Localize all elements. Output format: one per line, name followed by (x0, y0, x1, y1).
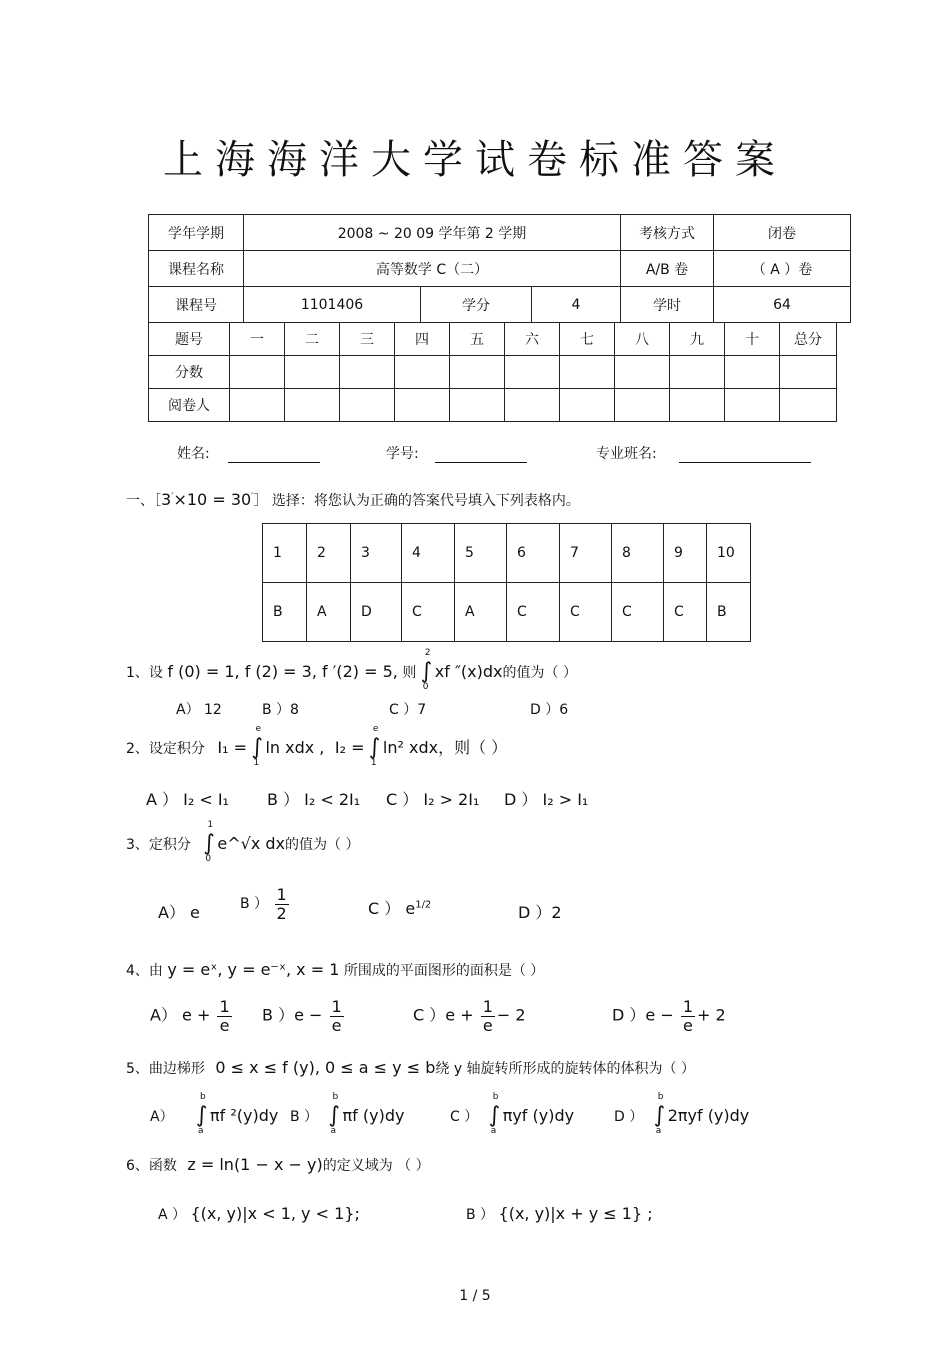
q5-option-d-label: D ） (614, 1109, 644, 1125)
minute-mark: ′ (171, 491, 174, 503)
q3-option-b-label: B ） (240, 896, 269, 913)
answer-number: 6 (507, 524, 560, 583)
q1-lead: 1、设 (126, 665, 163, 681)
answer-number: 7 (560, 524, 612, 583)
score-cell[interactable] (670, 356, 725, 389)
lower-limit: a (198, 1126, 204, 1136)
q6-option-b-label: B ） (466, 1207, 495, 1223)
score-cell[interactable] (450, 356, 505, 389)
answer-letter[interactable]: C (507, 583, 560, 642)
answer-number: 1 (263, 524, 307, 583)
integral-sign: ∫ 1 0 (203, 820, 215, 864)
grader-cell[interactable] (505, 389, 560, 422)
score-col-header: 二 (285, 323, 340, 356)
section1-heading (126, 490, 580, 510)
score-col-header: 三 (340, 323, 395, 356)
answer-letter[interactable]: A (455, 583, 507, 642)
q6-option-a-body: {(x, y)|x < 1, y < 1}; (190, 1204, 360, 1223)
ab-value: （ A ）卷 (714, 251, 851, 287)
grader-cell[interactable] (340, 389, 395, 422)
upper-limit: b (332, 1092, 339, 1102)
page-title: 上海海洋大学试卷标准答案 (163, 137, 787, 183)
q6-tail: 的定义域为 （ ） (322, 1158, 430, 1174)
upper-limit: e (255, 724, 261, 734)
integral-sign: ∫ b a (653, 1092, 666, 1136)
q2-i1-body: ln xdx , (265, 738, 325, 757)
q2-option-d[interactable]: D ） I₂ > I₁ (504, 790, 589, 809)
q6-option-a-label: A ） (158, 1207, 187, 1223)
question-2 (126, 724, 508, 768)
q5-option-c-body: πyf (y)dy (502, 1106, 575, 1125)
q4-option-b[interactable] (262, 998, 346, 1034)
section1-points: 3 (161, 490, 172, 509)
credit-label: 学分 (421, 287, 532, 323)
fraction (481, 998, 495, 1034)
score-cell[interactable] (615, 356, 670, 389)
name-label: 姓名: (177, 446, 210, 462)
upper-limit: b (200, 1092, 206, 1102)
q1-tail: 的值为（ ） (502, 665, 577, 681)
answer-number: 9 (664, 524, 707, 583)
answer-number: 8 (612, 524, 664, 583)
page-number: 1 / 5 (459, 1288, 491, 1304)
numerator: 1 (482, 997, 493, 1016)
q2-i2-body: ln² xdx，则（ ） (382, 738, 508, 757)
upper-limit: 1 (207, 820, 214, 830)
q5-option-b-body: πf (y)dy (342, 1106, 405, 1125)
q4-option-b-label: B ）e − (262, 1005, 323, 1025)
fraction (275, 886, 289, 922)
numerator: 1 (276, 885, 287, 904)
denominator: e (683, 1015, 693, 1035)
q2-i1: I₁ = (217, 738, 247, 757)
answer-letter[interactable]: C (612, 583, 664, 642)
score-cell[interactable] (505, 356, 560, 389)
lower-limit: 1 (370, 758, 377, 768)
denominator: e (219, 1015, 230, 1035)
term-value: 2008 ~ 20 09 学年第 2 学期 (244, 215, 621, 251)
grader-cell[interactable] (395, 389, 450, 422)
q2-lead: 2、设定积分 (126, 741, 205, 757)
grader-cell[interactable] (670, 389, 725, 422)
score-col-header: 十 (725, 323, 780, 356)
score-cell[interactable] (560, 356, 615, 389)
score-col-header: 五 (450, 323, 505, 356)
q1-mid: 则 (402, 665, 417, 681)
numerator: 1 (682, 997, 694, 1016)
q3-integrand: e^√x dx (217, 834, 285, 853)
hours-label: 学时 (621, 287, 714, 323)
q4-option-d[interactable] (612, 998, 726, 1034)
grader-cell[interactable] (450, 389, 505, 422)
q3-option-b[interactable] (240, 886, 291, 922)
q5-tail: 绕 y 轴旋转所形成的旋转体的体积为（ ） (435, 1061, 696, 1077)
answer-letter[interactable]: B (263, 583, 307, 642)
q4-lead: 4、由 (126, 963, 163, 979)
course-no-value: 1101406 (244, 287, 421, 323)
q3-option-a[interactable]: A） e (158, 903, 200, 922)
q5-option-d-body: 2πyf (y)dy (667, 1106, 750, 1125)
q5-condition: 0 ≤ x ≤ f (y), 0 ≤ a ≤ y ≤ b (215, 1058, 436, 1077)
lower-limit: a (490, 1126, 497, 1136)
q4-option-c-tail: − 2 (496, 1005, 526, 1025)
answer-number: 10 (707, 524, 751, 583)
q3-option-d[interactable]: D ）2 (518, 903, 562, 922)
fraction (330, 998, 344, 1034)
score-col-header: 八 (615, 323, 670, 356)
q5-option-c-label: C ） (450, 1109, 479, 1125)
upper-limit: 2 (424, 648, 431, 658)
q2-option-c[interactable]: C ） I₂ > 2I₁ (386, 790, 480, 809)
q1-option-a[interactable]: A） 12 (176, 702, 222, 718)
denominator: e (331, 1015, 342, 1035)
student-name-field (177, 443, 320, 463)
question-1 (126, 648, 577, 692)
answer-number: 2 (307, 524, 351, 583)
grader-cell[interactable] (615, 389, 670, 422)
score-row-label: 分数 (149, 356, 230, 389)
lower-limit: a (330, 1126, 337, 1136)
upper-limit: b (492, 1092, 499, 1102)
lower-limit: a (655, 1126, 662, 1136)
integral-sign: ∫ 2 0 (420, 648, 433, 692)
question-no-label: 题号 (149, 323, 230, 356)
score-cell[interactable] (340, 356, 395, 389)
score-col-header: 总分 (780, 323, 837, 356)
section1-times: ×10 = 30 (173, 490, 252, 509)
denominator: e (482, 1015, 493, 1035)
q5-option-b-label: B ） (290, 1109, 319, 1125)
fraction (217, 998, 231, 1034)
q1-option-c[interactable]: C ）7 (389, 702, 427, 718)
numerator: 1 (219, 997, 230, 1016)
exam-mode-label: 考核方式 (621, 215, 714, 251)
score-col-header: 九 (670, 323, 725, 356)
q2-option-b[interactable]: B ） I₂ < 2I₁ (267, 790, 361, 809)
grader-row-label: 阅卷人 (149, 389, 230, 422)
grader-cell[interactable] (560, 389, 615, 422)
class-label: 专业班名: (596, 446, 657, 462)
answer-number: 4 (402, 524, 455, 583)
course-name-value: 高等数学 C（二） (244, 251, 621, 287)
integral-sign: ∫ e 1 (251, 724, 263, 768)
score-cell[interactable] (725, 356, 780, 389)
q4-option-a[interactable] (150, 998, 234, 1034)
denominator: 2 (276, 903, 287, 923)
student-class-field (596, 443, 811, 463)
course-info-table (148, 214, 851, 323)
q1-integrand: xf ″(x)dx (434, 662, 503, 681)
q3-option-c-label: C ） e (368, 899, 416, 918)
q4-tail: 所围成的平面图形的面积是（ ） (343, 963, 545, 979)
exponent: 1/2 (415, 899, 432, 911)
question-6 (126, 1155, 430, 1175)
q6-option-b-body: {(x, y)|x + y ≤ 1} ; (498, 1204, 653, 1223)
integral-sign: ∫ b a (196, 1092, 208, 1136)
class-blank[interactable] (679, 446, 811, 463)
q3-lead: 3、定积分 (126, 837, 191, 853)
score-cell[interactable] (395, 356, 450, 389)
student-id-field (386, 443, 527, 463)
q3-tail: 的值为（ ） (285, 837, 360, 853)
q5-option-a-body: πf ²(y)dy (210, 1106, 279, 1125)
score-cell[interactable] (285, 356, 340, 389)
q5-option-d[interactable] (614, 1092, 750, 1136)
question-5 (126, 1058, 695, 1078)
lower-limit: 1 (253, 758, 260, 768)
q4-curves: y = eˣ, y = e⁻ˣ, x = 1 (167, 960, 340, 979)
q4-option-d-label: D ）e − (612, 1005, 674, 1025)
question-4 (126, 960, 544, 980)
q3-option-c[interactable] (368, 896, 431, 919)
fraction (681, 998, 695, 1034)
answer-number: 3 (351, 524, 402, 583)
upper-limit: b (657, 1092, 664, 1102)
hours-value: 64 (714, 287, 851, 323)
q2-i2: I₂ = (334, 738, 365, 757)
minute-mark: ′ (251, 491, 254, 503)
section1-prefix: 一、［ (126, 493, 161, 509)
upper-limit: e (372, 724, 379, 734)
q5-option-a-label: A） (150, 1109, 174, 1125)
q1-option-d[interactable]: D ）6 (530, 702, 569, 718)
term-label: 学年学期 (149, 215, 244, 251)
answer-letter[interactable]: C (664, 583, 707, 642)
name-blank[interactable] (228, 446, 320, 463)
answer-table (262, 523, 751, 642)
lower-limit: 0 (205, 854, 212, 864)
q4-option-a-label: A） e + (150, 1005, 211, 1025)
score-cell[interactable] (780, 356, 837, 389)
integral-sign: ∫ b a (488, 1092, 501, 1136)
answer-letter[interactable]: C (560, 583, 612, 642)
grader-cell[interactable] (230, 389, 285, 422)
q6-function: z = ln(1 − x − y) (187, 1155, 323, 1174)
q5-option-b[interactable] (290, 1092, 405, 1136)
answer-letter[interactable]: C (402, 583, 455, 642)
q6-option-a[interactable] (158, 1204, 360, 1224)
q4-option-c[interactable] (413, 998, 526, 1034)
q5-option-c[interactable] (450, 1092, 575, 1136)
course-name-label: 课程名称 (149, 251, 244, 287)
answer-letter[interactable]: D (351, 583, 402, 642)
q4-option-d-tail: + 2 (697, 1005, 726, 1025)
question-3 (126, 820, 360, 864)
grader-cell[interactable] (725, 389, 780, 422)
answer-letter[interactable]: B (707, 583, 751, 642)
q2-option-a[interactable]: A ） I₂ < I₁ (146, 790, 229, 809)
score-col-header: 四 (395, 323, 450, 356)
integral-sign: ∫ e 1 (368, 724, 381, 768)
exam-mode-value: 闭卷 (714, 215, 851, 251)
score-table (148, 322, 837, 422)
score-cell[interactable] (230, 356, 285, 389)
answer-number: 5 (455, 524, 507, 583)
q5-option-a[interactable] (150, 1092, 279, 1136)
q6-lead: 6、函数 (126, 1158, 177, 1174)
q5-lead: 5、曲边梯形 (126, 1061, 205, 1077)
grader-cell[interactable] (780, 389, 837, 422)
score-col-header: 六 (505, 323, 560, 356)
section1-suffix: ］ 选择：将您认为正确的答案代号填入下列表格内。 (253, 493, 580, 509)
course-no-label: 课程号 (149, 287, 244, 323)
q1-condition: f (0) = 1, f (2) = 3, f ′(2) = 5, (167, 662, 398, 681)
id-blank[interactable] (435, 446, 527, 463)
score-col-header: 七 (560, 323, 615, 356)
q6-option-b[interactable] (466, 1204, 653, 1224)
q1-option-b[interactable]: B ）8 (262, 702, 299, 718)
score-col-header: 一 (230, 323, 285, 356)
q4-option-c-label: C ）e + (413, 1005, 474, 1025)
answer-letter[interactable]: A (307, 583, 351, 642)
numerator: 1 (331, 997, 342, 1016)
integral-sign: ∫ b a (328, 1092, 340, 1136)
grader-cell[interactable] (285, 389, 340, 422)
ab-label: A/B 卷 (621, 251, 714, 287)
credit-value: 4 (532, 287, 621, 323)
id-label: 学号: (386, 446, 419, 462)
lower-limit: 0 (422, 682, 429, 692)
